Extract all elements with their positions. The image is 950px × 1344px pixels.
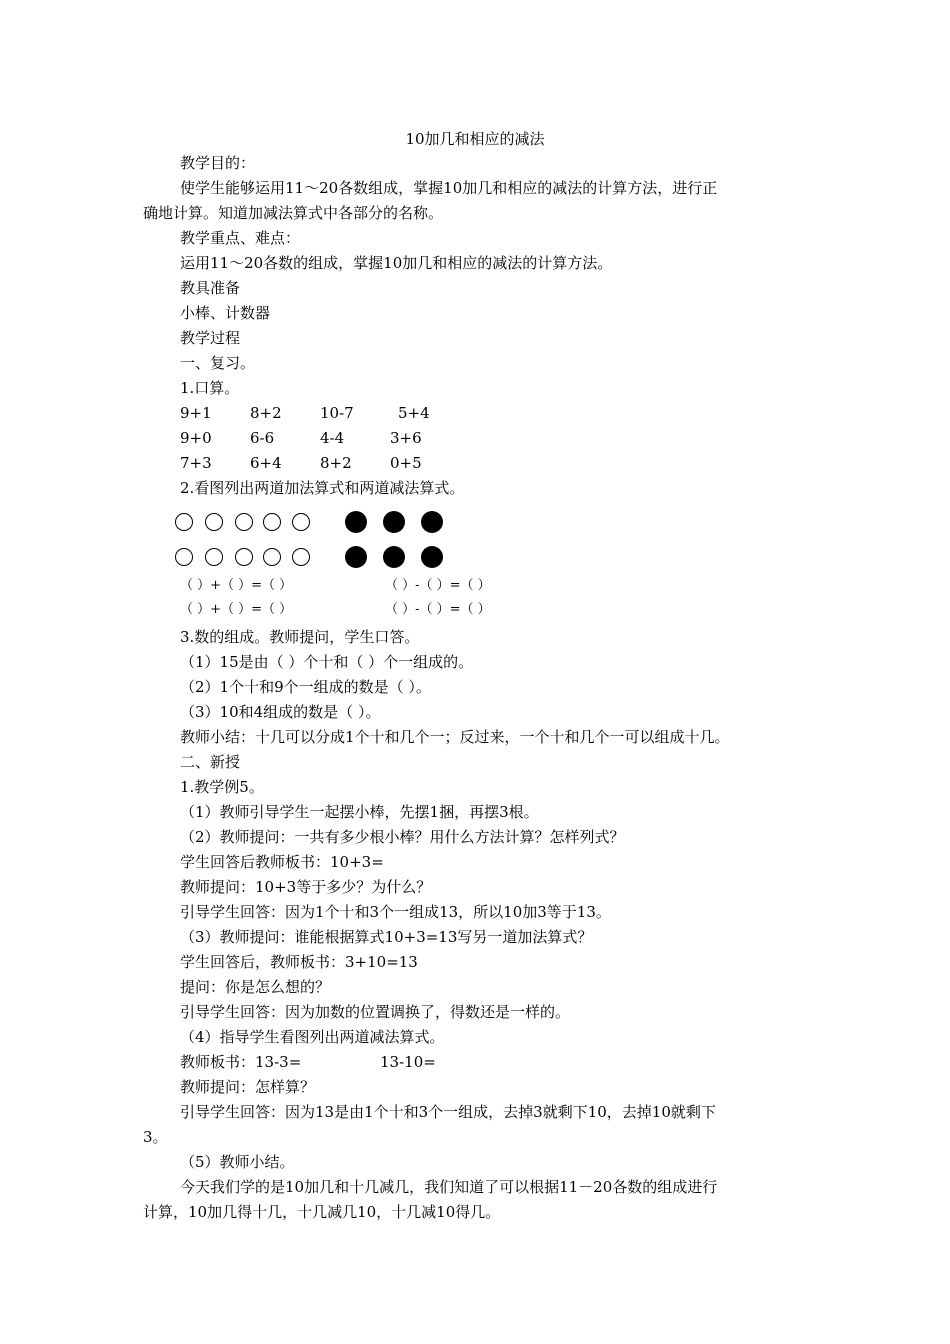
oral-row — [0, 402, 950, 424]
closing-line-2: 计算，10加几得十几，十几减几10，十几减10得几。 — [143, 1203, 501, 1221]
oral-item: 5+4 — [398, 404, 430, 422]
oral-item: 3+6 — [390, 429, 422, 447]
filled-circle — [345, 511, 367, 533]
goal-heading: 教学目的： — [180, 154, 256, 172]
step-line: （4）指导学生看图列出两道减法算式。 — [180, 1028, 445, 1046]
step-line: 13-10= — [380, 1053, 436, 1071]
oral-item: 10-7 — [320, 404, 354, 422]
hollow-circle — [175, 548, 193, 566]
picture-heading: 2.看图列出两道加法算式和两道减法算式。 — [180, 479, 465, 497]
key-line-1: 运用11～20各数的组成，掌握10加几和相应的减法的计算方法。 — [180, 254, 613, 272]
step-line: 提问：你是怎么想的？ — [180, 978, 331, 996]
hollow-circle — [205, 548, 223, 566]
step-line: 教师提问：10+3等于多少？为什么？ — [180, 878, 432, 896]
filled-circle — [383, 511, 405, 533]
composition-item-1: （1）15是由（ ）个十和（ ）个一组成的。 — [180, 653, 474, 671]
step-line: 教师板书：13-3= — [180, 1053, 302, 1071]
oral-row — [0, 452, 950, 474]
filled-circle — [383, 546, 405, 568]
composition-item-2: （2）1个十和9个一组成的数是（ ）。 — [180, 678, 431, 696]
step-line: （5）教师小结。 — [180, 1153, 295, 1171]
tools-heading: 教具准备 — [180, 279, 241, 297]
hollow-circle — [175, 513, 193, 531]
composition-heading: 3.数的组成。教师提问，学生口答。 — [180, 628, 420, 646]
blank-equation-add: （ ）+（ ）=（ ） — [180, 578, 293, 593]
step-line: 引导学生回答：因为加数的位置调换了，得数还是一样的。 — [180, 1003, 571, 1021]
oral-item: 6-6 — [250, 429, 275, 447]
goal-line-2: 确地计算。知道加减法算式中各部分的名称。 — [143, 204, 444, 222]
hollow-circle — [263, 513, 281, 531]
oral-row — [0, 427, 950, 449]
filled-circle — [345, 546, 367, 568]
oral-item: 9+0 — [180, 429, 212, 447]
oral-item: 0+5 — [390, 454, 422, 472]
hollow-circle — [235, 548, 253, 566]
page-title: 10加几和相应的减法 — [405, 130, 545, 148]
teacher-summary: 教师小结：十几可以分成1个十和几个一；反过来，一个十和几个一可以组成十几。 — [180, 728, 730, 746]
hollow-circle — [292, 548, 310, 566]
step-line: （3）教师提问：谁能根据算式10+3=13写另一道加法算式？ — [180, 928, 593, 946]
goal-line-1: 使学生能够运用11～20各数组成，掌握10加几和相应的减法的计算方法，进行正 — [180, 179, 718, 197]
process-heading: 教学过程 — [180, 329, 241, 347]
tools-line-1: 小棒、计数器 — [180, 304, 271, 322]
step-line: （2）教师提问：一共有多少根小棒？用什么方法计算？怎样列式？ — [180, 828, 625, 846]
hollow-circle — [205, 513, 223, 531]
oral-item: 8+2 — [320, 454, 352, 472]
step-line: 引导学生回答：因为13是由1个十和3个一组成，去掉3就剩下10，去掉10就剩下 — [180, 1103, 716, 1121]
new-lesson-heading: 二、新授 — [180, 753, 241, 771]
step-line: 学生回答后教师板书：10+3= — [180, 853, 384, 871]
hollow-circle — [235, 513, 253, 531]
key-heading: 教学重点、难点： — [180, 229, 301, 247]
oral-item: 7+3 — [180, 454, 212, 472]
oral-item: 9+1 — [180, 404, 212, 422]
oral-item: 8+2 — [250, 404, 282, 422]
oral-item: 6+4 — [250, 454, 282, 472]
filled-circle — [421, 546, 443, 568]
filled-circle — [421, 511, 443, 533]
hollow-circle — [292, 513, 310, 531]
blank-equation-sub: （ ）-（ ）=（ ） — [385, 578, 491, 593]
oral-item: 4-4 — [320, 429, 345, 447]
composition-item-3: （3）10和4组成的数是（ ）。 — [180, 703, 381, 721]
hollow-circle — [263, 548, 281, 566]
step-line: （1）教师引导学生一起摆小棒，先摆1捆，再摆3根。 — [180, 803, 539, 821]
oral-heading: 1.口算。 — [180, 379, 240, 397]
step-line: 引导学生回答：因为1个十和3个一组成13，所以10加3等于13。 — [180, 903, 611, 921]
blank-equation-sub: （ ）-（ ）=（ ） — [385, 602, 491, 617]
step-line: 学生回答后，教师板书：3+10=13 — [180, 953, 418, 971]
step-line: 教师提问：怎样算？ — [180, 1078, 316, 1096]
step-line: 3。 — [143, 1128, 168, 1146]
blank-equation-add: （ ）+（ ）=（ ） — [180, 602, 293, 617]
review-heading: 一、复习。 — [180, 354, 256, 372]
closing-line-1: 今天我们学的是10加几和十几减几，我们知道了可以根据11－20各数的组成进行 — [180, 1178, 718, 1196]
example-heading: 1.教学例5。 — [180, 778, 264, 796]
